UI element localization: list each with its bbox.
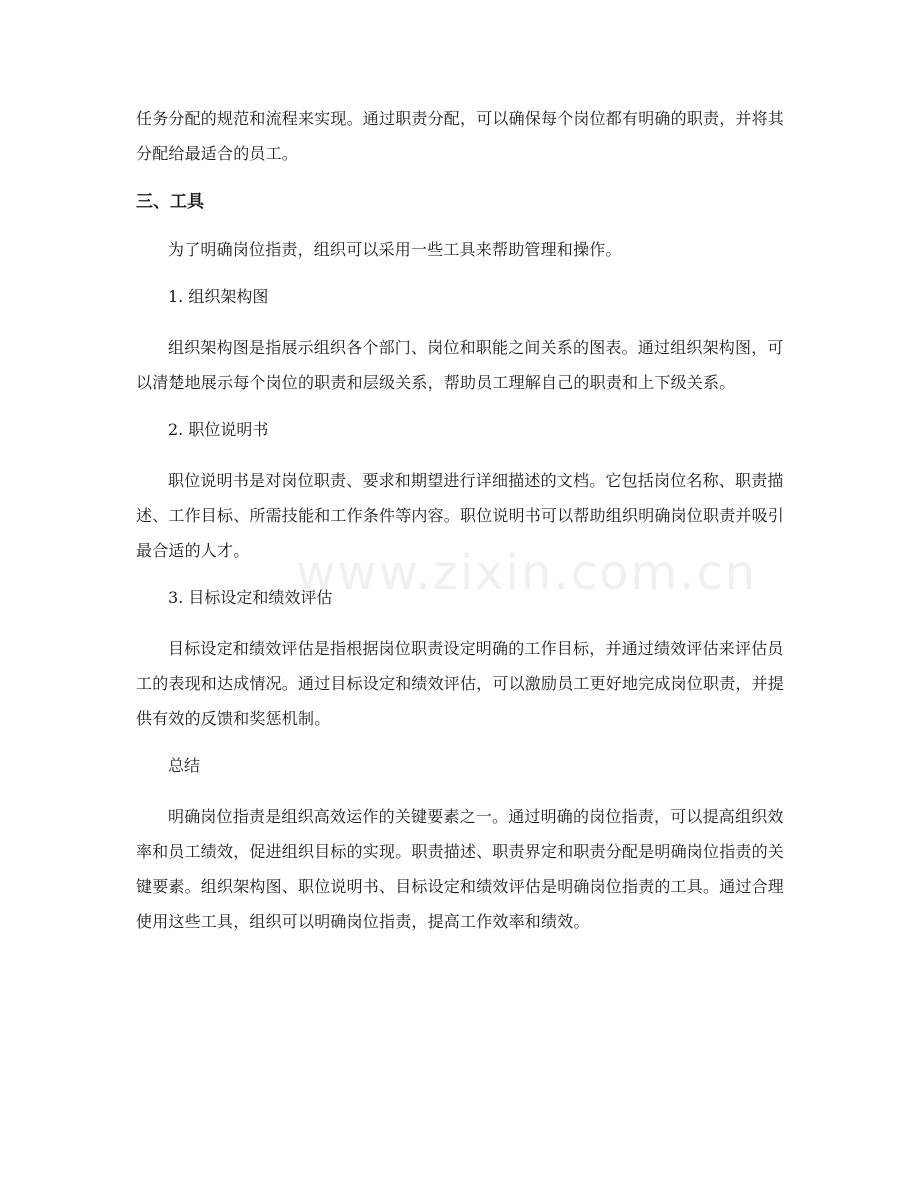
section-heading-tools: 三、工具 [136,192,204,212]
tool-item-1-title: 1. 组织架构图 [168,287,269,306]
tool-item-3-title: 3. 目标设定和绩效评估 [168,588,333,607]
tool-item-3-body: 目标设定和绩效评估是指根据岗位职责设定明确的工作目标，并通过绩效评估来评估员工的表现和达成情况。通过目标设定和绩效评估，可以激励员工更好地完成岗位职责，并提供有效的反馈和奖惩机制。 [136,639,785,728]
tool-item-2-title: 2. 职位说明书 [168,420,269,439]
tool-item-2-body: 职位说明书是对岗位职责、要求和期望进行详细描述的文档。它包括岗位名称、职责描述、工作目标、所需技能和工作条件等内容。职位说明书可以帮助组织明确岗位职责并吸引最合适的人才。 [136,471,785,560]
summary-body: 明确岗位指责是组织高效运作的关键要素之一。通过明确的岗位指责，可以提高组织效率和员工绩效，促进组织目标的实现。职责描述、职责界定和职责分配是明确岗位指责的关键要素。组织架构图、职位说明书、目标设定和绩效评估是明确岗位指责的工具。通过合理使用这些工具，组织可以明确岗位指责，提高工作效率和绩效。 [136,807,785,931]
document-body [136,101,788,939]
intro-paragraph: 任务分配的规范和流程来实现。通过职责分配，可以确保每个岗位都有明确的职责，并将其分配给最适合的员工。 [136,109,785,163]
tool-item-1-body: 组织架构图是指展示组织各个部门、岗位和职能之间关系的图表。通过组织架构图，可以清楚地展示每个岗位的职责和层级关系，帮助员工理解自己的职责和上下级关系。 [136,338,784,392]
watermark-text: www.zixin.com.cn [296,545,758,601]
summary-title: 总结 [168,756,201,775]
tools-intro-paragraph: 为了明确岗位指责，组织可以采用一些工具来帮助管理和操作。 [168,240,622,259]
